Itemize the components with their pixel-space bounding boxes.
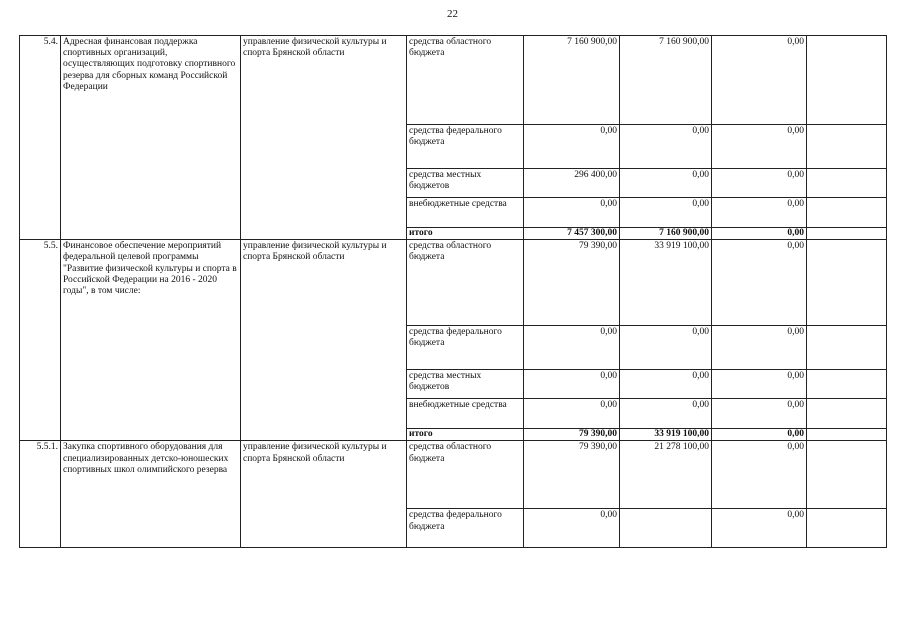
amount-cell: 0,00	[524, 198, 620, 228]
amount-cell: 0,00	[524, 125, 620, 169]
empty-cell	[807, 240, 887, 326]
amount-cell: 0,00	[712, 169, 807, 198]
amount-cell: 0,00	[712, 429, 807, 441]
amount-cell: 79 390,00	[524, 441, 620, 509]
row-index: 5.5.1.	[20, 441, 61, 548]
amount-cell: 0,00	[712, 228, 807, 240]
amount-cell: 0,00	[712, 240, 807, 326]
empty-cell	[807, 125, 887, 169]
empty-cell	[807, 441, 887, 509]
executor: управление физической культуры и спорта Брянской области	[241, 36, 407, 240]
funding-source: итого	[407, 429, 524, 441]
empty-cell	[807, 370, 887, 399]
amount-cell: 0,00	[620, 370, 712, 399]
amount-cell: 79 390,00	[524, 429, 620, 441]
empty-cell	[807, 399, 887, 429]
measure-name: Адресная финансовая поддержка спортивных организаций, осуществляющих подготовку спортивного резерва для сборных команд Российской Федерации	[61, 36, 241, 240]
amount-cell: 0,00	[524, 370, 620, 399]
page-number: 22	[447, 8, 458, 20]
amount-cell: 0,00	[620, 125, 712, 169]
funding-source: средства федерального бюджета	[407, 125, 524, 169]
funding-source: средства федерального бюджета	[407, 509, 524, 548]
funding-source: средства областного бюджета	[407, 240, 524, 326]
funding-source: средства федерального бюджета	[407, 326, 524, 370]
funding-source: итого	[407, 228, 524, 240]
amount-cell	[620, 509, 712, 548]
row-index: 5.5.	[20, 240, 61, 441]
amount-cell: 7 160 900,00	[524, 36, 620, 125]
row-index: 5.4.	[20, 36, 61, 240]
amount-cell: 0,00	[524, 399, 620, 429]
amount-cell: 0,00	[620, 326, 712, 370]
amount-cell: 0,00	[524, 509, 620, 548]
amount-cell: 7 160 900,00	[620, 228, 712, 240]
measure-name: Финансовое обеспечение мероприятий федеральной целевой программы "Развитие физической культуры и спорта в Российской Федерации на 2016 - 2020 годы", в том числе:	[61, 240, 241, 441]
table-row	[20, 441, 887, 509]
table-row	[20, 36, 887, 125]
amount-cell: 33 919 100,00	[620, 240, 712, 326]
funding-source: внебюджетные средства	[407, 198, 524, 228]
empty-cell	[807, 228, 887, 240]
amount-cell: 0,00	[712, 399, 807, 429]
amount-cell: 0,00	[712, 36, 807, 125]
funding-source: средства областного бюджета	[407, 441, 524, 509]
empty-cell	[807, 326, 887, 370]
amount-cell: 0,00	[524, 326, 620, 370]
empty-cell	[807, 509, 887, 548]
amount-cell: 0,00	[712, 125, 807, 169]
amount-cell: 0,00	[712, 370, 807, 399]
empty-cell	[807, 36, 887, 125]
amount-cell: 0,00	[620, 198, 712, 228]
funding-source: средства местных бюджетов	[407, 370, 524, 399]
funding-source: внебюджетные средства	[407, 399, 524, 429]
amount-cell: 7 160 900,00	[620, 36, 712, 125]
empty-cell	[807, 198, 887, 228]
amount-cell: 0,00	[712, 441, 807, 509]
amount-cell: 296 400,00	[524, 169, 620, 198]
budget-table	[19, 35, 887, 548]
measure-name: Закупка спортивного оборудования для специализированных детско-юношеских спортивных школ олимпийского резерва	[61, 441, 241, 548]
executor: управление физической культуры и спорта Брянской области	[241, 240, 407, 441]
funding-source: средства областного бюджета	[407, 36, 524, 125]
amount-cell: 0,00	[620, 399, 712, 429]
amount-cell: 0,00	[620, 169, 712, 198]
amount-cell: 79 390,00	[524, 240, 620, 326]
amount-cell: 33 919 100,00	[620, 429, 712, 441]
amount-cell: 0,00	[712, 509, 807, 548]
empty-cell	[807, 169, 887, 198]
funding-source: средства местных бюджетов	[407, 169, 524, 198]
amount-cell: 0,00	[712, 198, 807, 228]
amount-cell: 21 278 100,00	[620, 441, 712, 509]
amount-cell: 0,00	[712, 326, 807, 370]
table-row	[20, 240, 887, 326]
executor: управление физической культуры и спорта Брянской области	[241, 441, 407, 548]
empty-cell	[807, 429, 887, 441]
amount-cell: 7 457 300,00	[524, 228, 620, 240]
